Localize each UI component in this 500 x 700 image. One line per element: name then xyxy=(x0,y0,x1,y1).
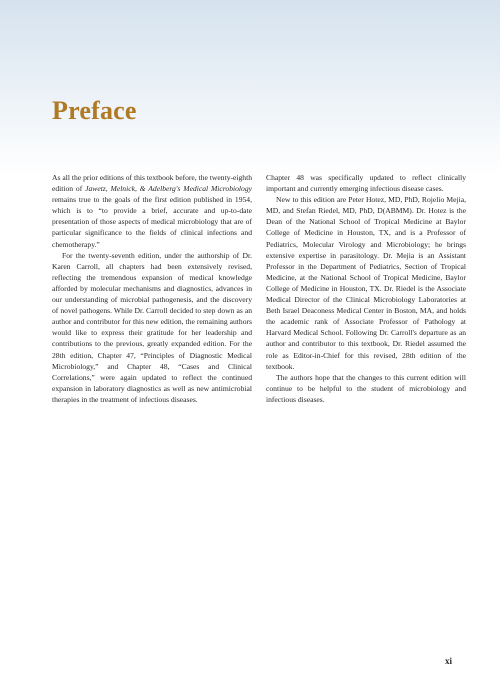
right-text-column xyxy=(266,172,466,405)
page-number: xi xyxy=(444,656,452,666)
book-title: Jawetz, Melnick, & Adelberg's Medical Microbiology xyxy=(85,184,253,194)
left-paragraph-2: For the twenty-seventh edition, under the authorship of Dr. Karen Carroll, all chapters had been extensively revised, reflecting the tremendous expansion of medical knowledge afforded by molecular mechanisms and diagnostics, advances in our understanding of microbial pathogenesis, and the discovery of novel pathogens. While Dr. Carroll decided to step down as an author and contributor for this new edition, the remaining authors would like to express their gratitude for her leadership and contributions to the previous, greatly expanded edition. For the 28th edition, Chapter 47, “Principles of Diagnostic Medical Microbiology,” and Chapter 48, “Cases and Clinical Correlations,” were again updated to reflect the continued expansion in laboratory diagnostics as well as new antimicrobial therapies in the treatment of infectious diseases. xyxy=(52,250,252,404)
paragraph-text: remains true to the goals of the first edition published in 1954, which is to “to provide a brief, accurate and up-to-date presentation of those aspects of medical microbiology that are of particular significance to the fields of clinical infections and chemotherapy.” xyxy=(52,195,252,249)
page-title: Preface xyxy=(52,96,137,125)
paragraph-text: As all the prior editions of this textbook before, the twenty-eighth edition of xyxy=(52,173,252,194)
left-text-column xyxy=(52,172,252,405)
header-gradient-band xyxy=(0,0,500,175)
right-paragraph-3: The authors hope that the changes to this current edition will continue to be helpful to the student of microbiology and infectious diseases. xyxy=(266,372,466,404)
left-paragraph-1 xyxy=(52,172,252,250)
right-paragraph-1: Chapter 48 was specifically updated to reflect clinically important and currently emerging infectious disease cases. xyxy=(266,173,466,194)
right-paragraph-2: New to this edition are Peter Hotez, MD, PhD, Rojelio Mejia, MD, and Stefan Riedel, MD, PhD, D(ABMM). Dr. Hotez is the Dean of the National School of Tropical Medicine at Baylor College of Medicine in Houston, TX, and is a Professor of Pediatrics, Molecular Virology and Microbiology; he brings extensive expertise in parasitology. Dr. Mejia is an Assistant Professor in the Department of Pediatrics, Section of Tropical Medicine, at the National School of Tropical Medicine, Baylor College of Medicine in Houston, TX. Dr. Riedel is the Associate Medical Director of the Clinical Microbiology Laboratories at Beth Israel Deaconess Medical Center in Boston, MA, and holds the academic rank of Associate Professor of Pathology at Harvard Medical School. Following Dr. Carroll's departure as an author and contributor to this textbook, Dr. Riedel assumed the role as Editor-in-Chief for this revised, 28th edition of the textbook. xyxy=(266,195,466,371)
